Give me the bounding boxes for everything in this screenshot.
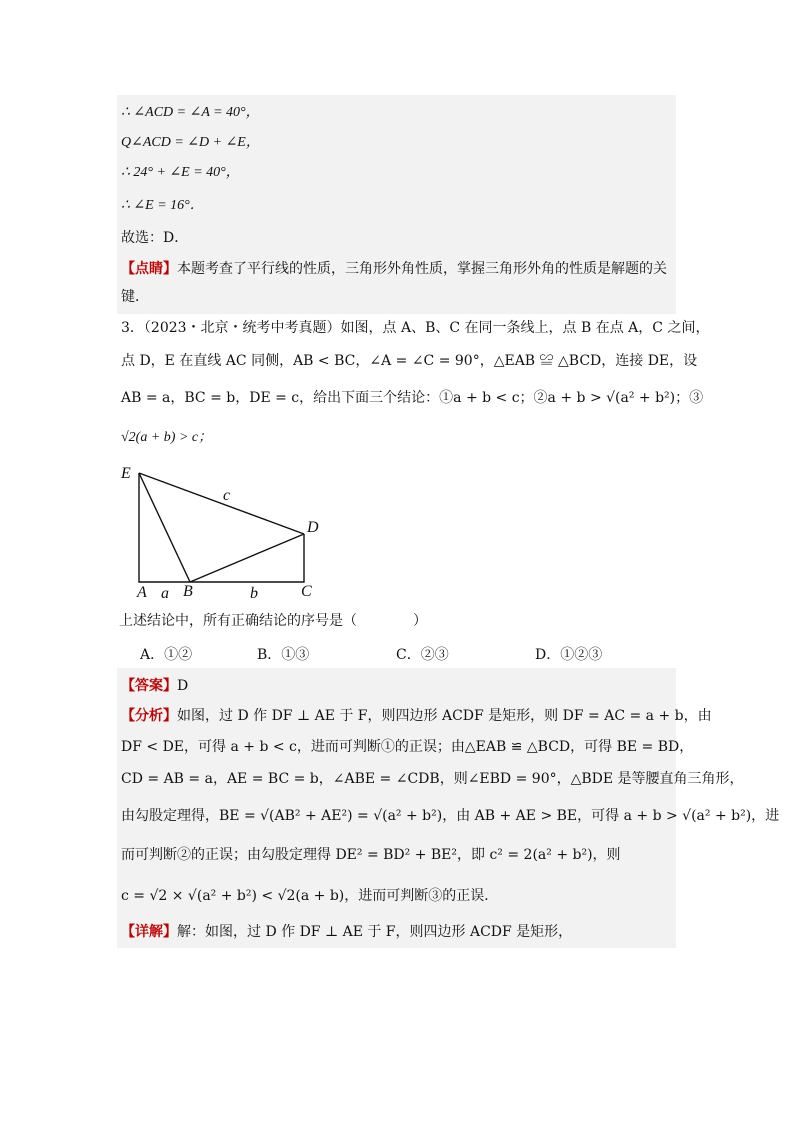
detail-line	[121, 922, 572, 942]
analysis-line-6: c = √2 × √(a² + b²) < √2(a + b)，进而可判断③的正误．	[121, 888, 499, 904]
answer-tag: 【答案】	[121, 678, 177, 694]
question-line-4: √2(a + b) > c；	[121, 430, 213, 445]
label-b: b	[250, 585, 258, 602]
question-line-2: 点 D，E 在直线 AC 同侧，AB < BC，∠A = ∠C = 90°，△EAB ≌ △BCD，连接 DE，设	[121, 353, 698, 369]
detail-text: 解：如图，过 D 作 DF ⊥ AE 于 F，则四边形 ACDF 是矩形，	[177, 924, 573, 940]
answer-value: D	[177, 678, 189, 694]
option-b: B．①③	[257, 647, 310, 663]
label-E: E	[121, 465, 131, 482]
question-line-1: 3．（2023・北京・统考中考真题）如图，点 A、B、C 在同一条线上，点 B 在点 A，C 之间，	[121, 320, 710, 336]
step-line-1: ∴ ∠ACD = ∠A = 40°，	[121, 105, 260, 120]
step-line-2: Q∠ACD = ∠D + ∠E，	[121, 135, 260, 150]
comment-line-2: 键．	[121, 289, 149, 305]
label-c: c	[223, 487, 231, 504]
solution-continuation-block	[117, 95, 676, 314]
detail-tag: 【详解】	[121, 924, 177, 940]
analysis-line-2: DF < DE，可得 a + b < c，进而可判断①的正误；由△EAB ≌ △BCD，可得 BE = BD，	[121, 739, 694, 755]
option-a: A．①②	[140, 647, 193, 663]
label-C: C	[301, 583, 312, 600]
question-line-3: AB = a，BC = b，DE = c，给出下面三个结论：①a + b < c；②a + b > √(a² + b²)；③	[121, 390, 704, 406]
answer-block	[117, 668, 780, 948]
analysis-line-5: 而可判断②的正误；由勾股定理得 DE² = BD² + BE²，即 c² = 2(a² + b²)，则	[121, 847, 621, 863]
label-B: B	[183, 583, 193, 600]
geometry-figure	[117, 460, 347, 605]
comment-tag: 【点睛】	[121, 261, 177, 277]
analysis-line-3: CD = AB = a，AE = BC = b，∠ABE = ∠CDB，则∠EBD = 90°，△BDE 是等腰直角三角形，	[121, 771, 744, 787]
label-A: A	[137, 584, 147, 601]
step-line-4: ∴ ∠E = 16°．	[121, 198, 204, 213]
comment-line	[121, 259, 667, 279]
analysis-text-1: 如图，过 D 作 DF ⊥ AE 于 F，则四边形 ACDF 是矩形，则 DF = AC = a + b，由	[177, 708, 712, 724]
analysis-line-4: 由勾股定理得，BE = √(AB² + AE²) = √(a² + b²)，由 AB + AE > BE，可得 a + b > √(a² + b²)，进	[121, 808, 780, 824]
comment-text: 本题考查了平行线的性质，三角形外角性质，掌握三角形外角的性质是解题的关	[177, 261, 667, 277]
question-block	[117, 318, 710, 458]
option-d: D．①②③	[535, 647, 603, 663]
option-c: C．②③	[396, 647, 449, 663]
answer-line	[121, 676, 188, 696]
label-D: D	[307, 519, 319, 536]
step-line-3: ∴ 24° + ∠E = 40°，	[121, 165, 240, 180]
label-a: a	[161, 585, 169, 602]
analysis-tag: 【分析】	[121, 708, 177, 724]
segment-BD	[190, 534, 304, 582]
choice-line: 故选：D．	[121, 230, 189, 246]
analysis-line-1	[121, 706, 712, 726]
question-prompt: 上述结论中，所有正确结论的序号是（ ）	[119, 613, 427, 629]
